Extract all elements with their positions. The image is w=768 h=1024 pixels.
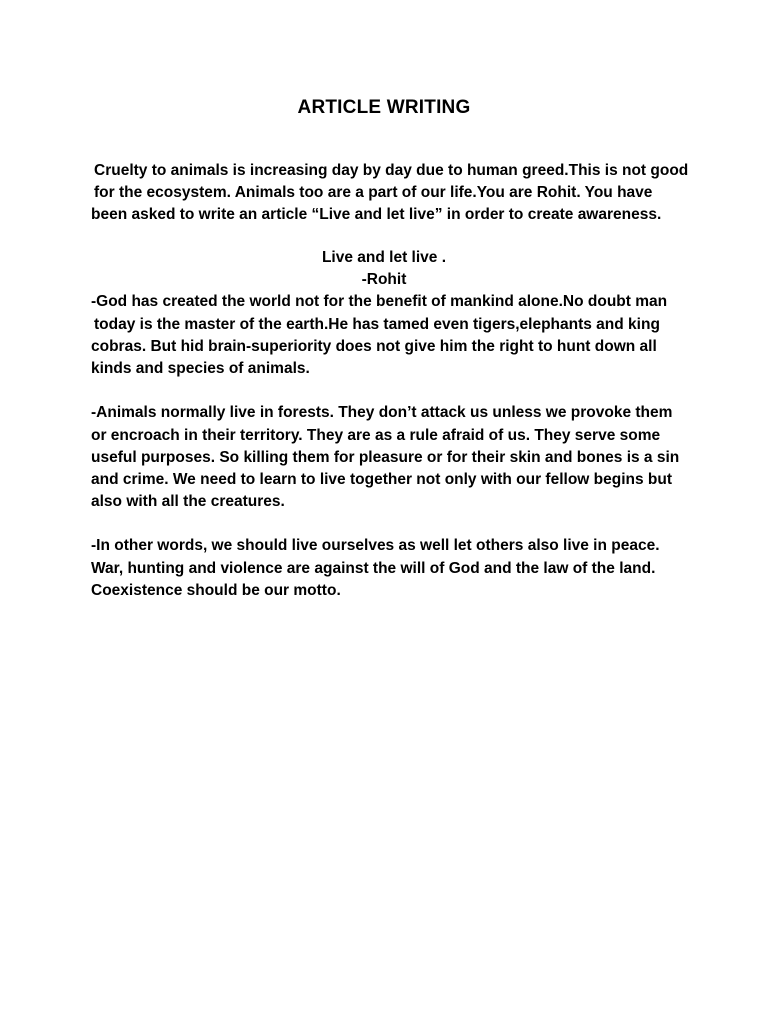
paragraph-line: cobras. But hid brain-superiority does not give him the right to hunt down all xyxy=(91,338,657,355)
article-author: -Rohit xyxy=(361,271,407,288)
prompt-line: for the ecosystem. Animals too are a part of our life.You are Rohit. You have xyxy=(94,184,653,201)
paragraph-line: Coexistence should be our motto. xyxy=(91,582,341,599)
paragraph-line: or encroach in their territory. They are as a rule afraid of us. They serve some xyxy=(91,427,661,444)
article-title: Live and let live . xyxy=(321,249,447,266)
prompt-line: been asked to write an article “Live and let live” in order to create awareness. xyxy=(91,206,662,223)
paragraph-line: -Animals normally live in forests. They don’t attack us unless we provoke them xyxy=(91,404,673,421)
paragraph-line: also with all the creatures. xyxy=(91,493,285,510)
paragraph-line: kinds and species of animals. xyxy=(91,360,310,377)
document-title: ARTICLE WRITING xyxy=(297,97,471,118)
paragraph-line: useful purposes. So killing them for pleasure or for their skin and bones is a sin xyxy=(91,449,680,466)
paragraph-line: today is the master of the earth.He has tamed even tigers,elephants and king xyxy=(94,316,660,333)
paragraph-line: -In other words, we should live ourselves as well let others also live in peace. xyxy=(91,537,660,554)
paragraph-line: -God has created the world not for the benefit of mankind alone.No doubt man xyxy=(91,293,668,310)
paragraph-line: War, hunting and violence are against the will of God and the law of the land. xyxy=(91,560,656,577)
paragraph-line: and crime. We need to learn to live together not only with our fellow begins but xyxy=(91,471,673,488)
prompt-line: Cruelty to animals is increasing day by day due to human greed.This is not good xyxy=(94,162,689,179)
